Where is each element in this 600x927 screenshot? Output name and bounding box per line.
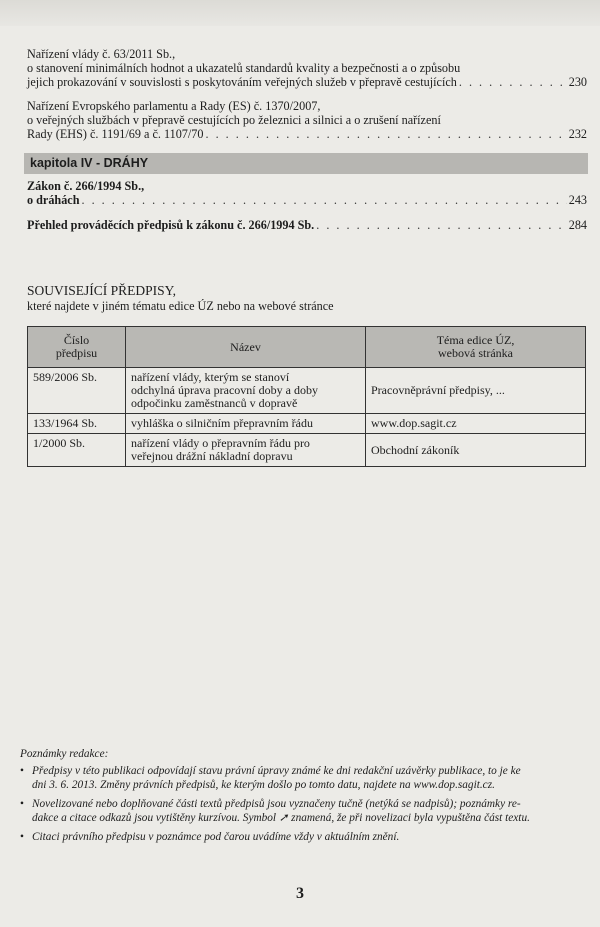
- note-item: • Citaci právního předpisu v poznámce pod čarou uvádíme vždy v aktuálním znění.: [20, 831, 400, 843]
- regulation-number: 1/2000 Sb.: [28, 434, 126, 467]
- bullet-icon: •: [20, 798, 24, 810]
- related-subtitle: které najdete v jiném tématu edice ÚZ nebo na webové stránce: [27, 299, 334, 313]
- table-row: [28, 414, 586, 434]
- header-number: Číslo předpisu: [28, 327, 126, 368]
- header-topic: Téma edice ÚZ, webová stránka: [366, 327, 586, 368]
- leader-dots: [205, 127, 566, 141]
- entry-line: o dráhách: [27, 193, 80, 207]
- chapter-heading: kapitola IV - DRÁHY: [24, 153, 588, 174]
- leader-dots: [459, 75, 567, 89]
- related-title: SOUVISEJÍCÍ PŘEDPISY,: [27, 283, 177, 298]
- note-item: • Novelizované nebo doplňované části textů předpisů jsou vyznačeny tučně (netýká se nadpisů); poznámky re- dakce a citace odkazů jsou vytištěny kurzívou. Symbol ➚ znamená, že při novelizaci byla vypuštěna část textu.: [20, 798, 530, 824]
- table-row: [28, 368, 586, 414]
- toc-entry[interactable]: [27, 99, 587, 141]
- page-reference: 230: [568, 75, 587, 89]
- top-edge-band: [0, 0, 600, 26]
- regulation-name: vyhláška o silničním přepravním řádu: [126, 414, 366, 434]
- leader-dots: [81, 193, 566, 207]
- page-number: 3: [296, 885, 304, 902]
- regulation-number: 589/2006 Sb.: [28, 368, 126, 414]
- regulation-name: nařízení vlády o přepravním řádu pro veřejnou drážní nákladní dopravu: [126, 434, 366, 467]
- bullet-icon: •: [20, 765, 24, 777]
- notes-heading: Poznámky redakce:: [20, 748, 109, 760]
- editorial-notes: [20, 747, 580, 849]
- regulation-name: nařízení vlády, kterým se stanoví odchylná úprava pracovní doby a doby odpočinku zaměstnanců v dopravě: [126, 368, 366, 414]
- page-reference: 243: [568, 193, 587, 207]
- entry-line: Rady (EHS) č. 1191/69 a č. 1107/70: [27, 127, 204, 141]
- page-reference: 232: [568, 127, 587, 141]
- toc-entry[interactable]: [27, 218, 587, 232]
- toc-entry[interactable]: [27, 47, 587, 89]
- entry-title: Nařízení vlády č. 63/2011 Sb.,: [27, 47, 176, 61]
- regulation-number: 133/1964 Sb.: [28, 414, 126, 434]
- header-name: Název: [126, 327, 366, 368]
- leader-dots: [316, 218, 566, 232]
- note-item: • Předpisy v této publikaci odpovídají stavu právní úpravy známé ke dni redakční uzávěrky publikace, to je ke dni 3. 6. 2013. Změny právních předpisů, ke kterým došlo po tomto datu, najdete na www.dop.sagit.cz.: [20, 765, 521, 791]
- entry-line: o veřejných službách v přepravě cestujících po železnici a silnici a o zrušení nařízení: [27, 113, 441, 127]
- bullet-icon: •: [20, 831, 24, 843]
- table-row: [28, 434, 586, 467]
- regulation-topic: Obchodní zákoník: [366, 434, 586, 467]
- entry-title: Zákon č. 266/1994 Sb.,: [27, 179, 145, 193]
- entry-title: Přehled prováděcích předpisů k zákonu č. 266/1994 Sb.: [27, 218, 315, 232]
- table-header-row: [28, 327, 586, 368]
- toc-entry[interactable]: [27, 179, 587, 207]
- page-reference: 284: [568, 218, 587, 232]
- entry-line: o stanovení minimálních hodnot a ukazatelů standardů kvality a bezpečnosti a o způsobu: [27, 61, 461, 75]
- regulation-topic: Pracovněprávní předpisy, ...: [366, 368, 586, 414]
- related-table: [27, 326, 586, 467]
- entry-title: Nařízení Evropského parlamentu a Rady (ES) č. 1370/2007,: [27, 99, 321, 113]
- entry-line: jejich prokazování v souvislosti s poskytováním veřejných služeb v přepravě cestujících: [27, 75, 457, 89]
- regulation-topic-link[interactable]: www.dop.sagit.cz: [366, 414, 586, 434]
